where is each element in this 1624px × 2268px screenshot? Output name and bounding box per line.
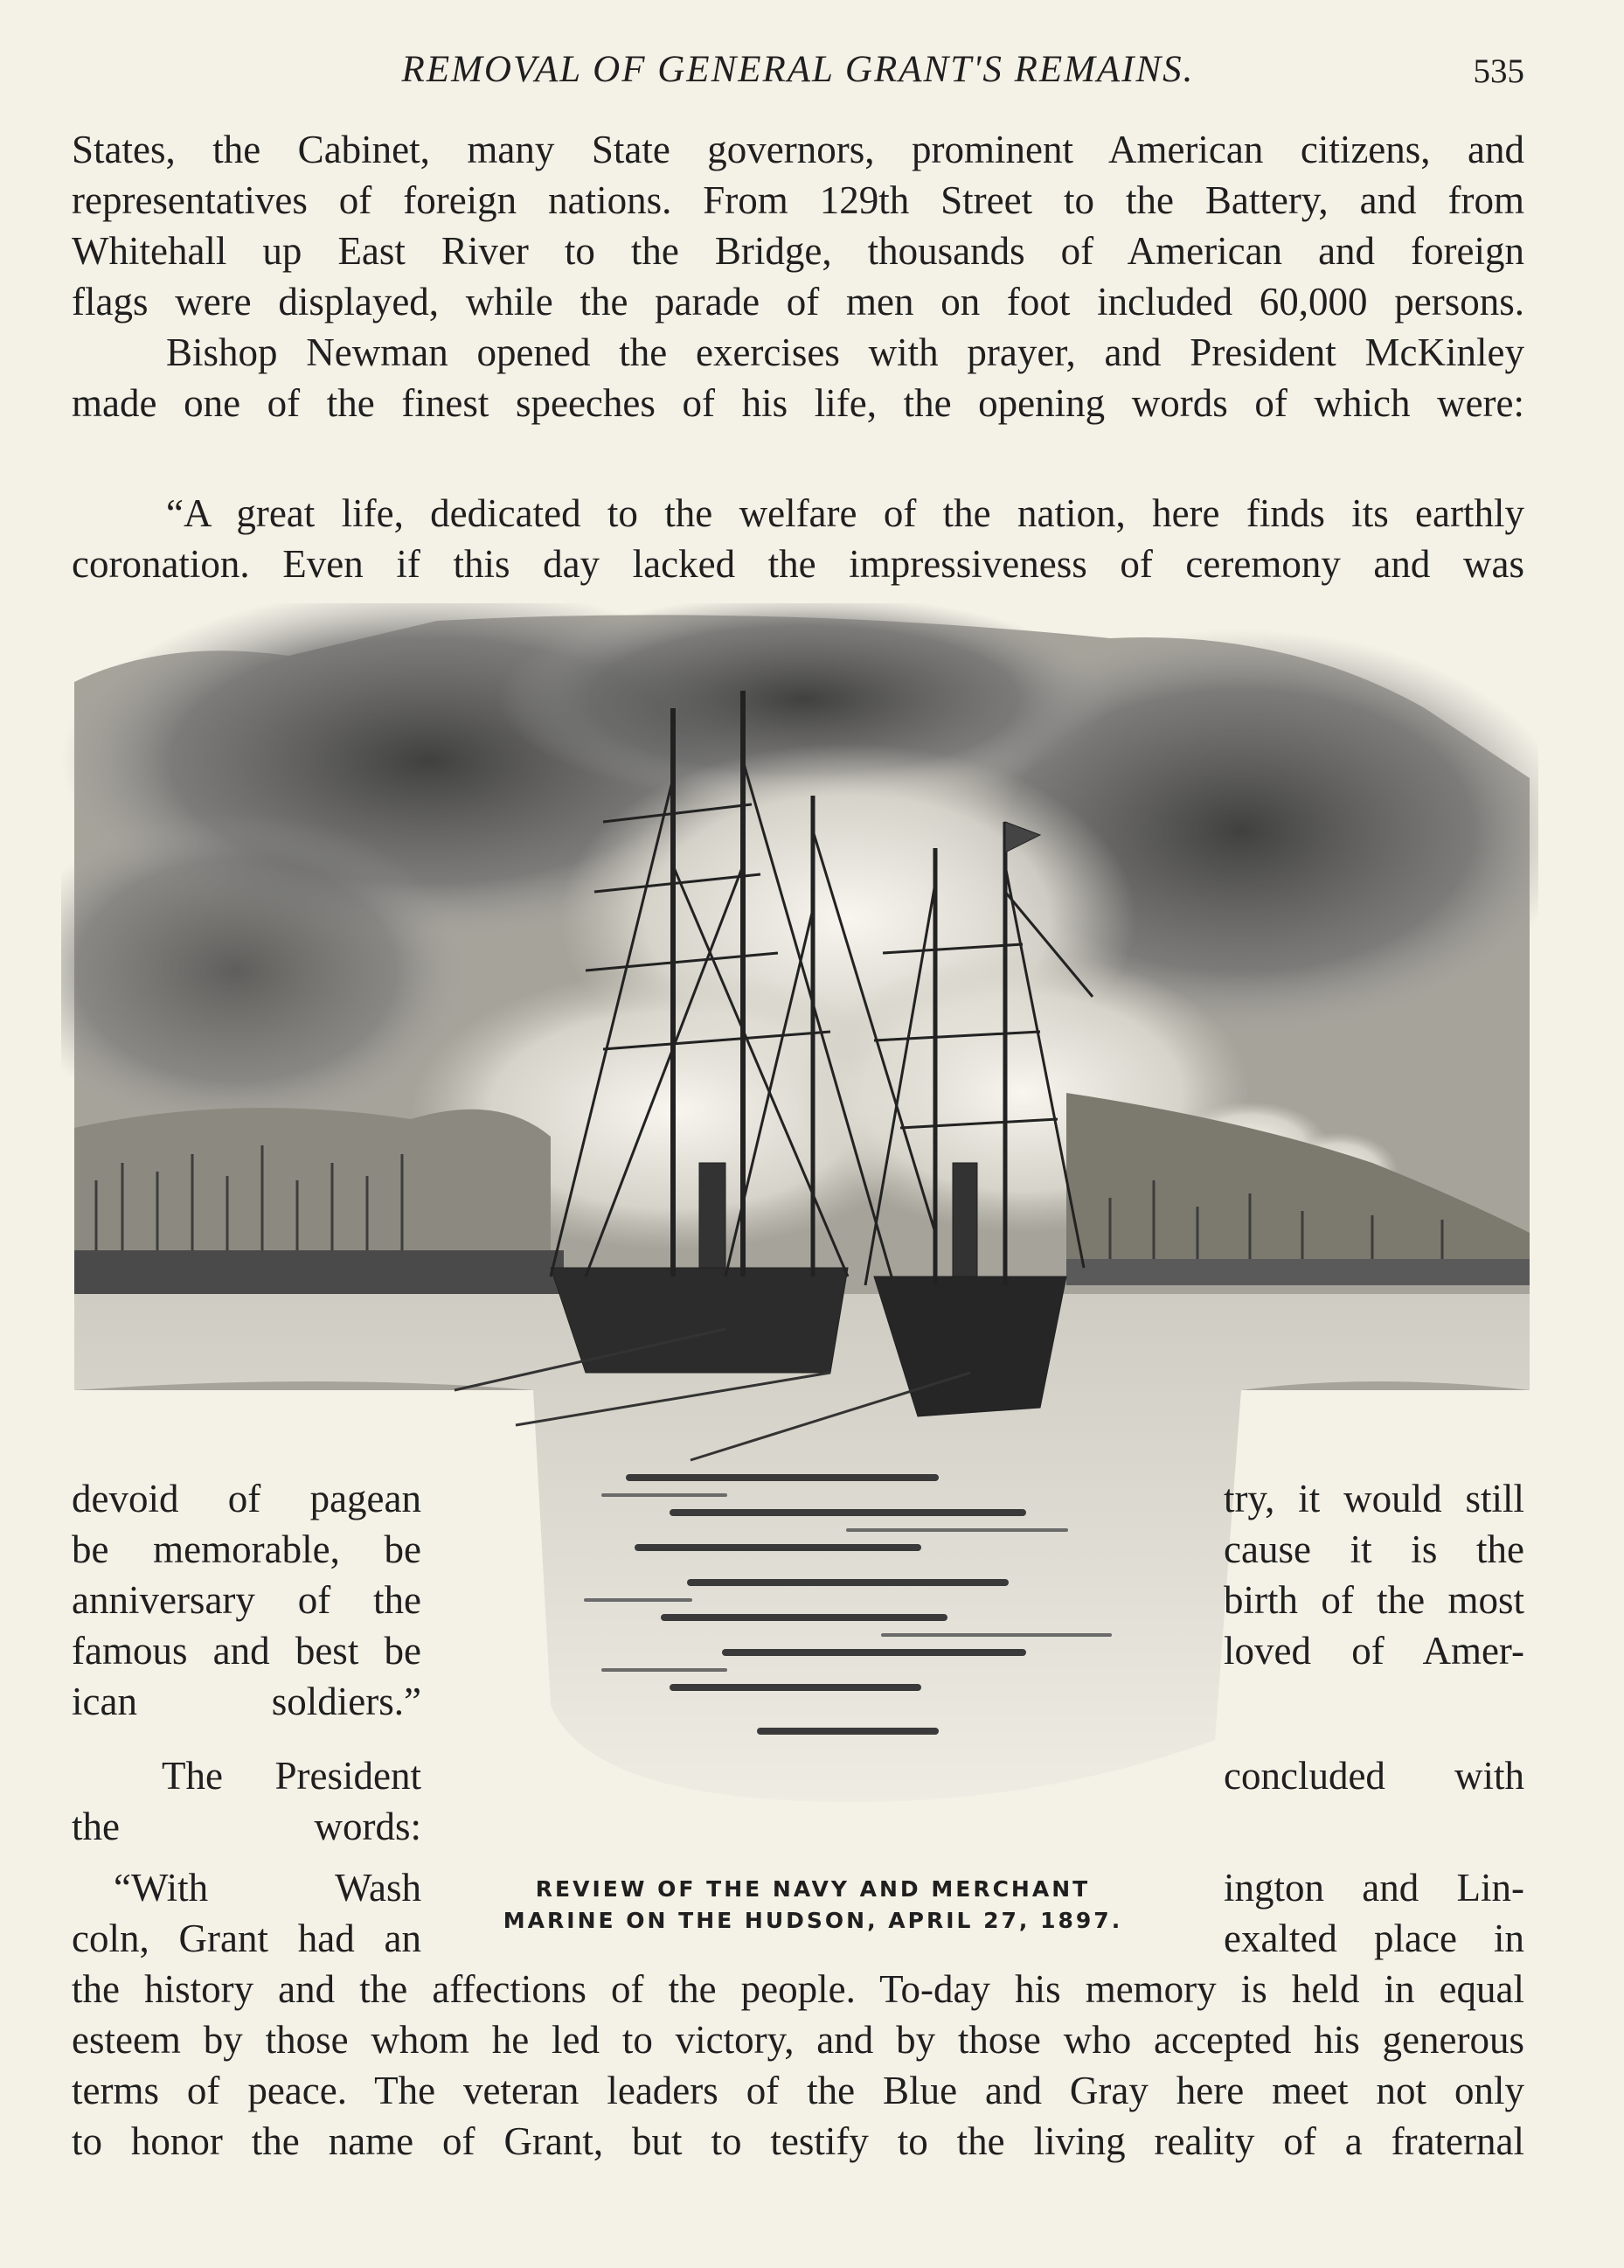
body-line: terms of peace. The veteran leaders of the Blue and Gray here meet not only: [72, 2069, 1524, 2112]
caption-line: MARINE ON THE HUDSON, APRIL 27, 1897.: [503, 1908, 1123, 1933]
wrap-left-line: devoid of pagean: [72, 1477, 421, 1520]
wrap-right-line: ington and Lin-: [1224, 1866, 1524, 1910]
page-number: 535: [1473, 52, 1524, 90]
wrap-right-line: concluded with: [1224, 1754, 1524, 1798]
wrap-right-line: try, it would still: [1224, 1477, 1524, 1520]
wrap-right-line: loved of Amer-: [1224, 1629, 1524, 1673]
running-header: [72, 48, 1524, 97]
wrap-right-line: birth of the most: [1224, 1578, 1524, 1622]
body-line: flags were displayed, while the parade of men on foot included 60,000 persons.: [72, 280, 1524, 324]
body-line: representatives of foreign nations. From 129th Street to the Battery, and from: [72, 178, 1524, 222]
wrap-left-line: the words:: [72, 1805, 421, 1848]
running-title: REMOVAL OF GENERAL GRANT'S REMAINS.: [401, 49, 1195, 90]
body-line: States, the Cabinet, many State governors, prominent American citizens, and: [72, 128, 1524, 171]
wrap-left-line: famous and best be: [72, 1629, 421, 1673]
body-line: Bishop Newman opened the exercises with prayer, and President McKinley: [166, 330, 1524, 374]
quote-line: coronation. Even if this day lacked the impressiveness of ceremony and was: [72, 542, 1524, 586]
body-line: Whitehall up East River to the Bridge, thousands of American and foreign: [72, 229, 1524, 273]
illustration-caption: [455, 1874, 1171, 1937]
body-line: esteem by those whom he led to victory, and by those who accepted his generous: [72, 2018, 1524, 2062]
caption-line: REVIEW OF THE NAVY AND MERCHANT: [535, 1876, 1091, 1902]
wrap-left-line: The President: [162, 1754, 421, 1798]
body-line: to honor the name of Grant, but to testify to the living reality of a fraternal: [72, 2119, 1524, 2163]
wrap-left-line: ican soldiers.”: [72, 1680, 421, 1723]
wrap-left-line: coln, Grant had an: [72, 1917, 421, 1960]
wrap-right-line: cause it is the: [1224, 1527, 1524, 1571]
quote-line: “A great life, dedicated to the welfare of the nation, here finds its earthly: [166, 491, 1524, 535]
wrap-left-line: be memorable, be: [72, 1527, 421, 1571]
body-line: the history and the affections of the people. To-day his memory is held in equal: [72, 1967, 1524, 2011]
wrap-right-line: exalted place in: [1224, 1917, 1524, 1960]
wrap-left-line: “With Wash: [114, 1866, 421, 1910]
body-line: made one of the finest speeches of his life, the opening words of which were:: [72, 381, 1524, 425]
wrap-left-line: anniversary of the: [72, 1578, 421, 1622]
